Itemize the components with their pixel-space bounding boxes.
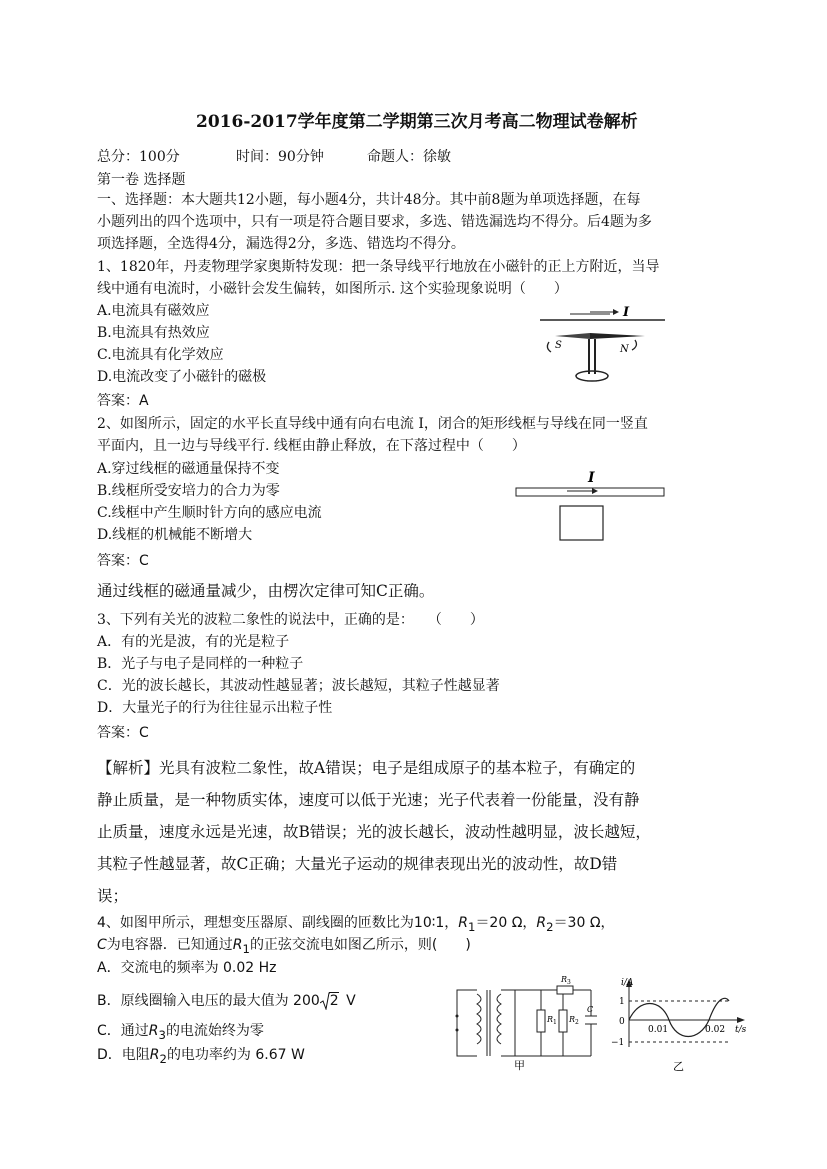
q3-option-b: B．光子与电子是同样的一种粒子 [97, 656, 304, 672]
q3-option-a: A．有的光是波，有的光是粒子 [97, 634, 290, 650]
q2-figure-wire-frame [512, 464, 672, 546]
q3-explanation-line: 误； [97, 887, 129, 905]
resistor-r1 [537, 1010, 545, 1032]
r3-label: $R_3$ [561, 975, 571, 986]
r2-label: $R_2$ [569, 1015, 579, 1026]
q3-explanation-line: 【解析】光具有波粒二象性，故A错误；电子是组成原子的基本粒子，有确定的 [97, 759, 636, 777]
straight-wire [516, 488, 664, 496]
circuit-caption: 甲 [514, 1059, 525, 1072]
q4-current-graph [605, 975, 755, 1075]
primary-coil [477, 994, 481, 1044]
q3-option-d: D．大量光子的行为往往显示出粒子性 [97, 700, 333, 716]
q1-figure-compass [535, 298, 670, 388]
q1-option-a: A.电流具有磁效应 [97, 303, 210, 319]
r1-label: $R_1$ [547, 1015, 557, 1026]
exam-author: 命题人：徐敏 [367, 149, 451, 165]
section-intro-line: 项选择题，全选得4分，漏选得2分，多选、错选均不得分。 [97, 236, 465, 252]
q3-option-c: C．光的波长越长，其波动性越显著；波长越短，其粒子性越显著 [97, 678, 500, 694]
needle-south-half [555, 333, 590, 339]
q2-option-a: A.穿过线框的磁通量保持不变 [97, 461, 280, 477]
graph-caption: 乙 [673, 1060, 684, 1073]
section-intro-line: 小题列出的四个选项中，只有一项是符合题目要求，多选、错选漏选均不得分。后4题为多 [97, 214, 652, 230]
q4-option-a: A．交流电的频率为 0.02 Hz [97, 960, 277, 976]
q2-option-c: C.线框中产生顺时针方向的感应电流 [97, 505, 322, 521]
q1-stem: 线中通有电流时，小磁针会发生偏转，如图所示. 这个实验现象说明（ ） [97, 281, 568, 297]
q3-explanation-line: 其粒子性越显著，故C正确；大量光子运动的规律表现出光的波动性，故D错 [97, 855, 618, 873]
q3-explanation-line: 静止质量，是一种物质实体，速度可以低于光速；光子代表着一份能量，没有静 [97, 791, 640, 809]
q2-current-label: I [588, 470, 595, 486]
needle-base [576, 371, 608, 381]
q2-stem: 平面内，且一边与导线平行. 线框由静止释放，在下落过程中（ ） [97, 438, 526, 454]
q1-stem: 1、1820年，丹麦物理学家奥斯特发现：把一条导线平行地放在小磁针的正上方附近，当导 [97, 259, 660, 275]
rotation-arrow-right-icon [632, 340, 636, 350]
q1-option-d: D.电流改变了小磁针的磁极 [97, 369, 267, 385]
q4-option-b: B．原线圈输入电压的最大值为 200 2 V [97, 993, 356, 1009]
exam-time: 时间：90分钟 [236, 149, 324, 165]
section-intro-line: 一、选择题：本大题共12小题，每小题4分，共计48分。其中前8题为单项选择题，在每 [97, 192, 641, 208]
north-pole-label: N [620, 344, 629, 355]
total-score: 总分：100分 [97, 149, 180, 165]
page-title: 2016-2017学年度第二学期第三次月考高二物理试卷解析 [196, 112, 638, 132]
resistor-r3 [557, 986, 573, 994]
y-tick-0: 0 [619, 1017, 625, 1027]
current-arrow-icon [613, 309, 619, 315]
resistor-r2 [559, 1010, 567, 1032]
q2-option-b: B.线框所受安培力的合力为零 [97, 483, 280, 499]
capacitor-label: C [587, 1005, 594, 1014]
q2-explanation: 通过线框的磁通量减少，由楞次定律可知C正确。 [97, 582, 435, 600]
current-direction-icon [592, 488, 598, 494]
south-pole-label: S [555, 340, 562, 351]
q4-option-d: D．电阻$R_2$的电功率约为 6.67 W [97, 1047, 305, 1066]
terminal-dot [456, 1015, 459, 1018]
q4-stem-line2: C为电容器．已知通过$R_1$的正弦交流电如图乙所示，则( ) [97, 937, 471, 956]
x-tick-002: 0.02 [705, 1025, 726, 1035]
x-tick-001: 0.01 [648, 1025, 669, 1035]
q4-option-c: C．通过$R_3$的电流始终为零 [97, 1023, 264, 1042]
q4-stem-line1: 4、如图甲所示，理想变压器原、副线圈的匝数比为10∶1，$R_1=20$ Ω，$R_2=30$ Ω， [97, 915, 615, 934]
y-axis-label: i/A [621, 978, 634, 988]
rectangular-coil [560, 506, 603, 540]
needle-north-half [590, 333, 645, 339]
y-tick-1: 1 [619, 997, 625, 1007]
q3-answer: 答案：C [97, 725, 149, 741]
q3-stem: 3、下列有关光的波粒二象性的说法中，正确的是： （ ） [97, 612, 484, 628]
section-label: 第一卷 选择题 [97, 172, 186, 188]
q1-option-c: C.电流具有化学效应 [97, 347, 224, 363]
rotation-arrow-left-icon [547, 342, 551, 352]
secondary-coil [497, 994, 501, 1044]
q2-stem: 2、如图所示，固定的水平长直导线中通有向右电流 I，闭合的矩形线框与导线在同一竖直 [97, 416, 648, 432]
q2-option-d: D.线框的机械能不断增大 [97, 527, 253, 543]
x-axis-label: t/s [735, 1025, 747, 1035]
q1-answer: 答案：A [97, 393, 149, 409]
q4-circuit-figure [445, 972, 605, 1072]
q3-explanation-line: 止质量，速度永远是光速，故B错误；光的波长越长，波动性越明显，波长越短， [97, 823, 651, 841]
q2-answer: 答案：C [97, 553, 149, 569]
y-tick-neg1: −1 [611, 1038, 625, 1048]
q1-option-b: B.电流具有热效应 [97, 325, 210, 341]
q1-current-label: I [623, 305, 630, 320]
